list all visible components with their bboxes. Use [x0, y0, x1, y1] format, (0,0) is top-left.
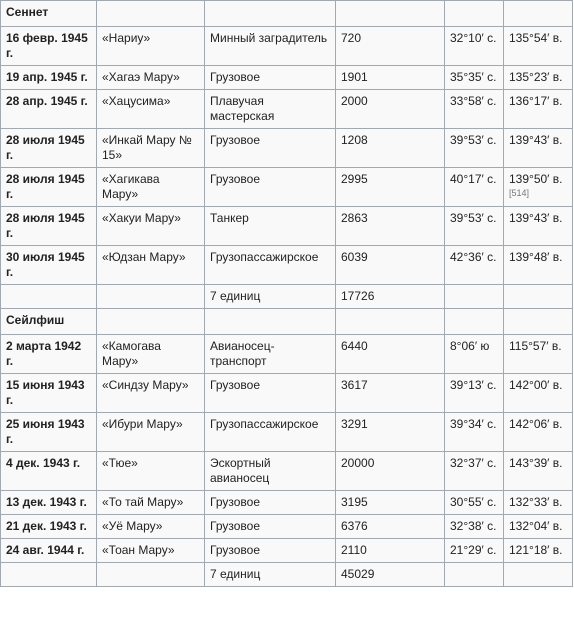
longitude-value: 132°04′ в.: [509, 519, 563, 533]
longitude-value: 132°33′ в.: [509, 495, 563, 509]
date-cell: 24 авг. 1944 г.: [1, 539, 97, 563]
longitude-value: 142°00′ в.: [509, 378, 563, 392]
ship-type-cell: Эскортный авианосец: [205, 452, 336, 491]
latitude-cell: 39°53′ с.: [445, 129, 504, 168]
longitude-cell: [504, 374, 573, 413]
empty-cell: [445, 309, 504, 335]
empty-cell: [504, 309, 573, 335]
table-row: [1, 168, 573, 207]
longitude-cell: [504, 491, 573, 515]
ship-type-cell: Грузовое: [205, 539, 336, 563]
ship-name-cell: «Инкай Мару № 15»: [97, 129, 205, 168]
longitude-cell: [504, 452, 573, 491]
ship-name-cell: «Синдзу Мару»: [97, 374, 205, 413]
total-row: [1, 563, 573, 587]
table-row: [1, 90, 573, 129]
section-name: Сейлфиш: [1, 309, 97, 335]
ship-name-cell: «Тоан Мару»: [97, 539, 205, 563]
longitude-value: 135°23′ в.: [509, 70, 563, 84]
longitude-value: 139°48′ в.: [509, 250, 563, 264]
table-row: [1, 539, 573, 563]
empty-cell: [504, 563, 573, 587]
total-row: [1, 285, 573, 309]
section-name: Сеннет: [1, 1, 97, 27]
longitude-cell: [504, 539, 573, 563]
longitude-cell: [504, 413, 573, 452]
ship-name-cell: «Хакуи Мару»: [97, 207, 205, 246]
latitude-cell: 33°58′ с.: [445, 90, 504, 129]
latitude-cell: 21°29′ с.: [445, 539, 504, 563]
tonnage-cell: 6039: [336, 246, 445, 285]
latitude-cell: 39°53′ с.: [445, 207, 504, 246]
latitude-cell: 42°36′ с.: [445, 246, 504, 285]
section-header-row: [1, 1, 573, 27]
ship-name-cell: «Уё Мару»: [97, 515, 205, 539]
ship-type-cell: Грузовое: [205, 129, 336, 168]
tonnage-cell: 2995: [336, 168, 445, 207]
tonnage-cell: 6440: [336, 335, 445, 374]
longitude-cell: [504, 90, 573, 129]
empty-cell: [1, 285, 97, 309]
tonnage-cell: 1901: [336, 66, 445, 90]
longitude-value: 139°50′ в.: [509, 172, 563, 186]
ship-name-cell: «Нариу»: [97, 27, 205, 66]
date-cell: 15 июня 1943 г.: [1, 374, 97, 413]
table-row: [1, 246, 573, 285]
ship-name-cell: «То тай Мару»: [97, 491, 205, 515]
ship-type-cell: Танкер: [205, 207, 336, 246]
total-units-cell: 7 единиц: [205, 563, 336, 587]
ship-type-cell: Плавучая мастерская: [205, 90, 336, 129]
tonnage-cell: 2110: [336, 539, 445, 563]
ship-type-cell: Грузопассажирское: [205, 413, 336, 452]
date-cell: 30 июля 1945 г.: [1, 246, 97, 285]
tonnage-cell: 3195: [336, 491, 445, 515]
tonnage-cell: 720: [336, 27, 445, 66]
total-tonnage-cell: 17726: [336, 285, 445, 309]
longitude-value: 135°54′ в.: [509, 31, 563, 45]
tonnage-cell: 6376: [336, 515, 445, 539]
date-cell: 4 дек. 1943 г.: [1, 452, 97, 491]
latitude-cell: 32°10′ с.: [445, 27, 504, 66]
ship-type-cell: Минный заградитель: [205, 27, 336, 66]
tonnage-cell: 2000: [336, 90, 445, 129]
tonnage-cell: 2863: [336, 207, 445, 246]
empty-cell: [97, 563, 205, 587]
ship-name-cell: «Хацусима»: [97, 90, 205, 129]
empty-cell: [1, 563, 97, 587]
longitude-value: 143°39′ в.: [509, 456, 563, 470]
latitude-cell: 8°06′ ю: [445, 335, 504, 374]
latitude-cell: 39°34′ с.: [445, 413, 504, 452]
ship-type-cell: Грузовое: [205, 491, 336, 515]
latitude-cell: 35°35′ с.: [445, 66, 504, 90]
empty-cell: [97, 309, 205, 335]
latitude-cell: 30°55′ с.: [445, 491, 504, 515]
empty-cell: [336, 1, 445, 27]
longitude-value: 142°06′ в.: [509, 417, 563, 431]
table-row: [1, 129, 573, 168]
date-cell: 28 июля 1945 г.: [1, 129, 97, 168]
longitude-value: 136°17′ в.: [509, 94, 563, 108]
reference-note: [514]: [509, 188, 530, 198]
latitude-cell: 40°17′ с.: [445, 168, 504, 207]
ship-name-cell: «Камогава Мару»: [97, 335, 205, 374]
ship-name-cell: «Ибури Мару»: [97, 413, 205, 452]
empty-cell: [445, 563, 504, 587]
empty-cell: [504, 285, 573, 309]
empty-cell: [445, 285, 504, 309]
total-units-cell: 7 единиц: [205, 285, 336, 309]
section-header-row: [1, 309, 573, 335]
date-cell: 28 июля 1945 г.: [1, 207, 97, 246]
ship-name-cell: «Хагикава Мару»: [97, 168, 205, 207]
date-cell: 16 февр. 1945 г.: [1, 27, 97, 66]
ship-type-cell: Грузовое: [205, 374, 336, 413]
longitude-cell: [504, 129, 573, 168]
empty-cell: [445, 1, 504, 27]
table-row: [1, 27, 573, 66]
longitude-cell: [504, 515, 573, 539]
tonnage-cell: 3291: [336, 413, 445, 452]
table-row: [1, 515, 573, 539]
latitude-cell: 39°13′ с.: [445, 374, 504, 413]
ship-name-cell: «Хагаэ Мару»: [97, 66, 205, 90]
date-cell: 25 июня 1943 г.: [1, 413, 97, 452]
empty-cell: [97, 1, 205, 27]
longitude-cell: [504, 335, 573, 374]
table-row: [1, 66, 573, 90]
ship-type-cell: Авианосец-транспорт: [205, 335, 336, 374]
table-row: [1, 207, 573, 246]
ship-type-cell: Грузопассажирское: [205, 246, 336, 285]
empty-cell: [205, 1, 336, 27]
date-cell: 13 дек. 1943 г.: [1, 491, 97, 515]
ship-name-cell: «Тюе»: [97, 452, 205, 491]
ship-type-cell: Грузовое: [205, 515, 336, 539]
longitude-value: 121°18′ в.: [509, 543, 563, 557]
longitude-value: 115°57′ в.: [509, 339, 562, 353]
longitude-cell: [504, 66, 573, 90]
tonnage-cell: 3617: [336, 374, 445, 413]
latitude-cell: 32°38′ с.: [445, 515, 504, 539]
date-cell: 21 дек. 1943 г.: [1, 515, 97, 539]
longitude-value: 139°43′ в.: [509, 133, 563, 147]
total-tonnage-cell: 45029: [336, 563, 445, 587]
empty-cell: [504, 1, 573, 27]
ship-name-cell: «Юдзан Мару»: [97, 246, 205, 285]
ship-type-cell: Грузовое: [205, 66, 336, 90]
empty-cell: [205, 309, 336, 335]
longitude-cell: [504, 27, 573, 66]
longitude-cell: [504, 207, 573, 246]
table-row: [1, 374, 573, 413]
table-row: [1, 452, 573, 491]
date-cell: 28 июля 1945 г.: [1, 168, 97, 207]
table-row: [1, 413, 573, 452]
table-row: [1, 335, 573, 374]
longitude-value: 139°43′ в.: [509, 211, 563, 225]
empty-cell: [336, 309, 445, 335]
longitude-cell: [504, 246, 573, 285]
empty-cell: [97, 285, 205, 309]
tonnage-cell: 1208: [336, 129, 445, 168]
date-cell: 28 апр. 1945 г.: [1, 90, 97, 129]
tonnage-cell: 20000: [336, 452, 445, 491]
ship-type-cell: Грузовое: [205, 168, 336, 207]
date-cell: 19 апр. 1945 г.: [1, 66, 97, 90]
date-cell: 2 марта 1942 г.: [1, 335, 97, 374]
table-row: [1, 491, 573, 515]
longitude-cell: [504, 168, 573, 207]
latitude-cell: 32°37′ с.: [445, 452, 504, 491]
